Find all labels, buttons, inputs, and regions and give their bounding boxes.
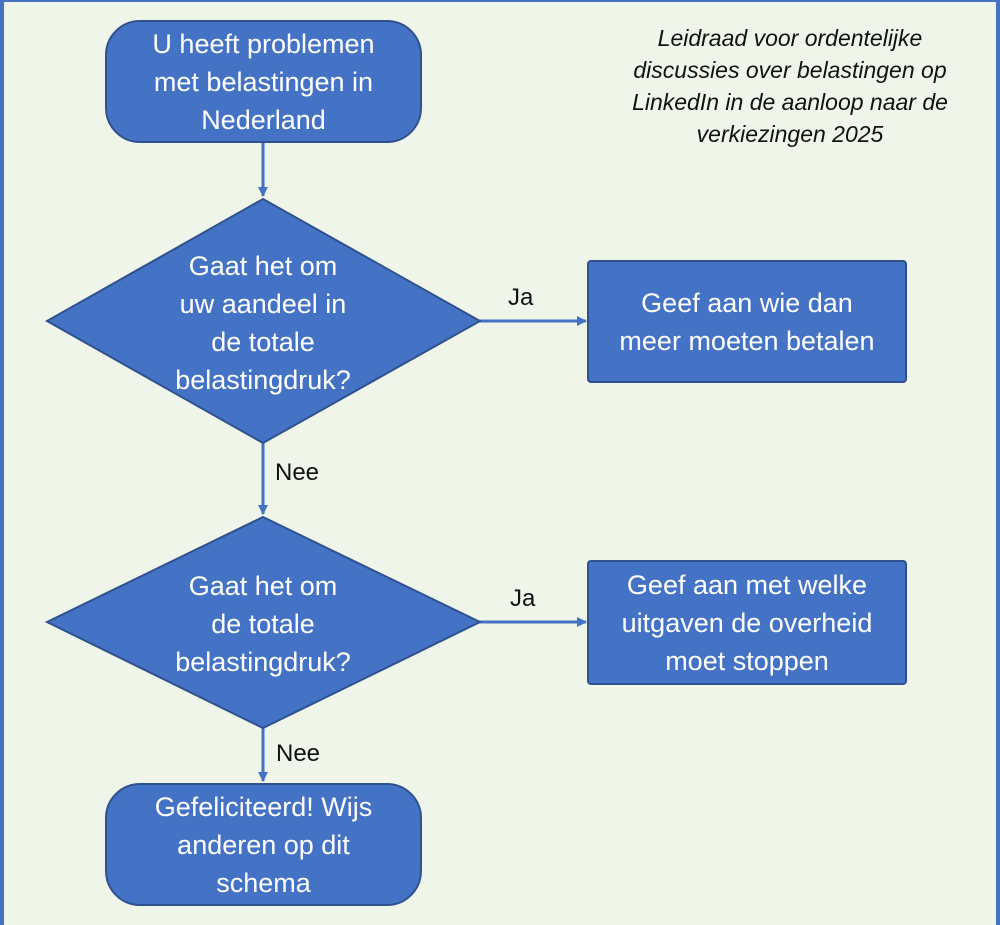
- question-2-decision: [47, 517, 480, 728]
- start-terminator: [106, 21, 421, 142]
- question-2-text: Gaat het om de totale belastingdruk?: [175, 571, 351, 677]
- start-text: U heeft problemen met belastingen in Nederland: [152, 28, 375, 135]
- end-terminator: [106, 784, 421, 905]
- answer-2-text: Geef aan met welke uitgaven de overheid moet stoppen: [621, 569, 873, 676]
- question-2-no-label: Nee: [276, 740, 321, 767]
- end-text: Gefeliciteerd! Wijs anderen op dit schema: [154, 791, 373, 898]
- answer-1-box: [588, 261, 906, 382]
- question-2-yes-label: Ja: [510, 585, 536, 612]
- question-1-decision: [47, 199, 480, 443]
- answer-1-text: Geef aan wie dan meer moeten betalen: [619, 287, 875, 356]
- guideline-note: Leidraad voor ordentelijke discussies over belastingen op LinkedIn in de aanloop naar de verkiezingen 2025: [632, 25, 948, 147]
- answer-2-box: [588, 561, 906, 684]
- question-1-text: Gaat het om uw aandeel in de totale belastingdruk?: [175, 250, 351, 395]
- question-1-yes-label: Ja: [508, 284, 534, 311]
- question-1-no-label: Nee: [275, 459, 320, 486]
